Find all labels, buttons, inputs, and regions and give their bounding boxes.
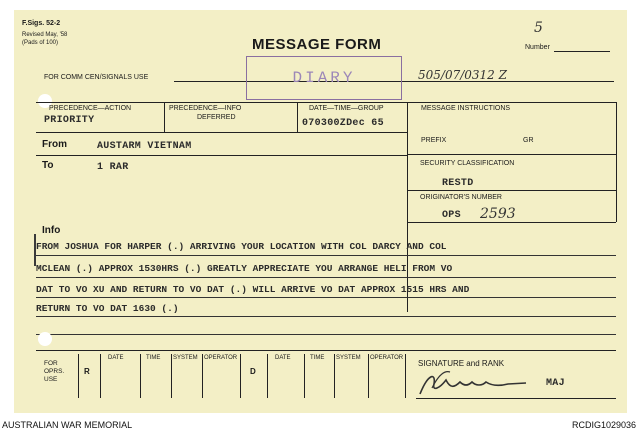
col-time-d: TIME: [310, 355, 325, 361]
message-form: [14, 10, 627, 413]
security-classification-value: RESTD: [442, 178, 474, 189]
message-line-3: DAT TO VO XU AND RETURN TO VO DAT (.) WILL ARRIVE VO DAT APPROX 1515 HRS AND: [36, 284, 470, 295]
signature-image: [414, 366, 544, 400]
message-line-4: RETURN TO VO DAT 1630 (.): [36, 303, 179, 314]
pads-note: (Pads of 100): [22, 40, 59, 46]
revised-date: Revised May, '58: [22, 32, 68, 38]
security-classification-label: SECURITY CLASSIFICATION: [420, 160, 515, 167]
info-label: Info: [42, 225, 61, 236]
message-line-2: MCLEAN (.) APPROX 1530HRS (.) GREATLY APPRECIATE YOU ARRANGE HELI FROM VO: [36, 263, 453, 274]
dtg-label: DATE—TIME—GROUP: [309, 105, 384, 112]
number-label: Number: [525, 44, 550, 51]
from-value: AUSTARM VIETNAM: [97, 141, 192, 152]
prefix-label: PREFIX: [421, 137, 447, 144]
col-operator-r: OPERATOR: [204, 355, 238, 361]
footer-source: AUSTRALIAN WAR MEMORIAL: [2, 420, 133, 430]
r-label: R: [84, 367, 90, 376]
footer-id: RCDIG1029036: [571, 420, 636, 430]
rank-value: MAJ: [546, 378, 565, 389]
d-label: D: [250, 367, 256, 376]
precedence-action-label: PRECEDENCE—ACTION: [49, 105, 132, 112]
message-instructions-label: MESSAGE INSTRUCTIONS: [421, 105, 511, 112]
dtg-value: 070300ZDec 65: [302, 118, 384, 129]
form-title: MESSAGE FORM: [252, 36, 382, 53]
gr-label: GR: [523, 137, 534, 144]
number-value: 5: [534, 20, 543, 36]
punch-hole: [38, 332, 52, 346]
col-time-r: TIME: [146, 355, 161, 361]
col-operator-d: OPERATOR: [370, 355, 404, 361]
col-date-d: DATE: [275, 355, 291, 361]
deferred-label: DEFERRED: [197, 114, 236, 121]
to-label: To: [42, 160, 54, 171]
originators-number-value: OPS: [442, 210, 461, 221]
precedence-info-label: PRECEDENCE—INFO: [169, 105, 242, 112]
serial-number: 505/07/0312 Z: [418, 68, 507, 82]
message-line-1: FROM JOSHUA FOR HARPER (.) ARRIVING YOUR LOCATION WITH COL DARCY AND COL: [36, 241, 447, 252]
form-code: F.Sigs. 52-2: [22, 20, 61, 27]
originators-number-handwritten: 2593: [480, 206, 516, 222]
col-system-d: SYSTEM: [336, 355, 361, 361]
precedence-action-value: PRIORITY: [44, 115, 95, 126]
originators-number-label: ORIGINATOR'S NUMBER: [420, 194, 502, 201]
for-oprs-use-label: FOR OPRS. USE: [44, 360, 65, 383]
col-date-r: DATE: [108, 355, 124, 361]
diary-stamp: DIARY: [246, 56, 402, 100]
col-system-r: SYSTEM: [173, 355, 198, 361]
signature-rank-label: SIGNATURE and RANK: [418, 359, 505, 368]
to-value: 1 RAR: [97, 162, 129, 173]
from-label: From: [42, 139, 67, 150]
comm-cen-label: FOR COMM CEN/SIGNALS USE: [44, 74, 149, 81]
